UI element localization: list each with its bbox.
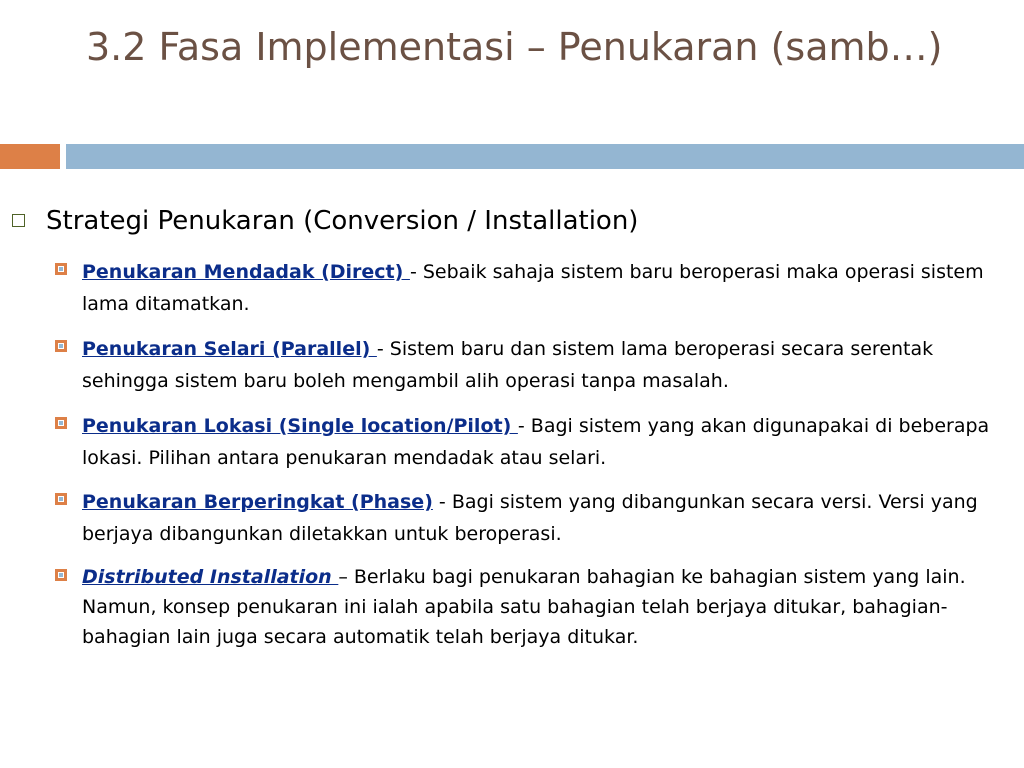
term-link-parallel[interactable]: Penukaran Selari (Parallel) [82,338,377,360]
term-link-direct[interactable]: Penukaran Mendadak (Direct) [82,261,410,283]
sub-bullet-parallel [55,333,1005,397]
main-bullet [12,201,1002,241]
term-description: - Sistem baru dan sistem lama beroperasi secara serentak sehingga sistem baru boleh mengambil alih operasi tanpa masalah. [82,338,934,392]
sub-bullet-text [82,410,1005,474]
term-description: - Bagi sistem yang dibangunkan secara versi. Versi yang berjaya dibangunkan diletakkan untuk beroperasi. [82,491,978,545]
sub-bullet-text [82,256,1005,320]
square-bullet-icon [55,417,67,429]
sub-bullet-pilot [55,410,1005,474]
sub-bullet-phase [55,486,1005,550]
sub-bullet-text [82,486,1005,550]
title-accent-bar-orange [0,144,60,169]
term-link-distributed[interactable]: Distributed Installation [82,566,339,588]
sub-bullet-text [82,333,1005,397]
hollow-square-bullet-icon [12,214,25,227]
term-description: – Berlaku bagi penukaran bahagian ke bahagian sistem yang lain. Namun, konsep penukaran ini ialah apabila satu bahagian telah berjaya ditukar, bahagian-bahagian lain juga secara automatik telah berjaya ditukar. [82,566,966,648]
term-link-pilot[interactable]: Penukaran Lokasi (Single location/Pilot) [82,415,518,437]
slide-title: 3.2 Fasa Implementasi – Penukaran (samb…) [86,25,943,69]
sub-bullet-distributed [55,562,1005,652]
square-bullet-icon [55,569,67,581]
square-bullet-icon [55,493,67,505]
title-accent-bar-blue [66,144,1024,169]
term-description: - Bagi sistem yang akan digunapakai di beberapa lokasi. Pilihan antara penukaran mendadak atau selari. [82,415,990,469]
square-bullet-icon [55,340,67,352]
term-description: - Sebaik sahaja sistem baru beroperasi maka operasi sistem lama ditamatkan. [82,261,984,315]
sub-bullet-direct [55,256,1005,320]
main-bullet-text: Strategi Penukaran (Conversion / Installation) [46,206,639,236]
term-link-phase[interactable]: Penukaran Berperingkat (Phase) [82,491,433,513]
square-bullet-icon [55,263,67,275]
sub-bullet-text [82,562,1005,652]
